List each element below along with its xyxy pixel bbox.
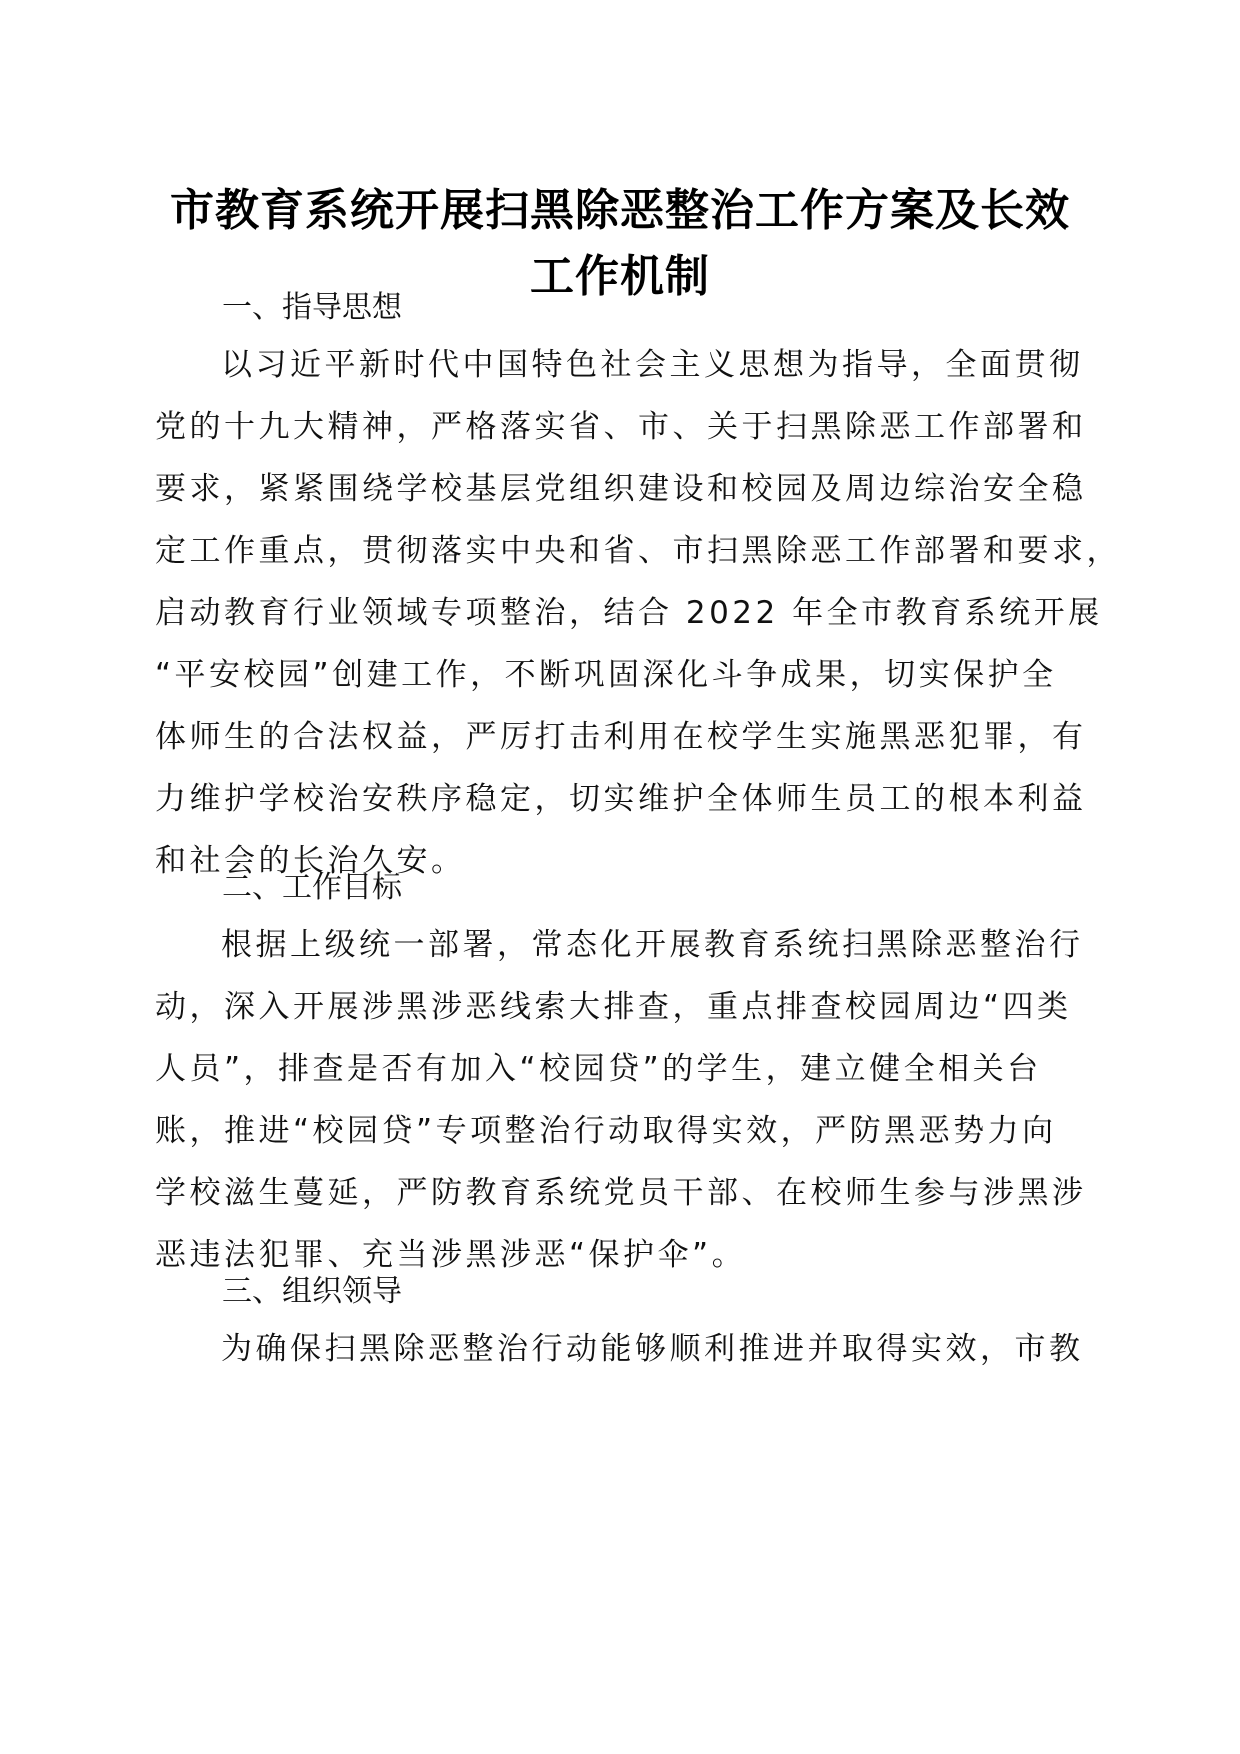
section-heading-work-goals: 二、工作目标 <box>222 870 402 905</box>
paragraph-line: 恶违法犯罪、充当涉黑涉恶“保护伞”。 <box>155 1237 747 1273</box>
section-heading-organization-leadership: 三、组织领导 <box>222 1274 402 1309</box>
paragraph-line: 定工作重点，贯彻落实中央和省、市扫黑除恶工作部署和要求， <box>155 533 1121 569</box>
paragraph-line: 体师生的合法权益，严厉打击利用在校学生实施黑恶犯罪，有 <box>155 719 1087 755</box>
paragraph-line: 以习近平新时代中国特色社会主义思想为指导，全面贯彻 <box>221 347 1084 383</box>
paragraph-line: 学校滋生蔓延，严防教育系统党员干部、在校师生参与涉黑涉 <box>155 1175 1087 1211</box>
paragraph-line: 账，推进“校园贷”专项整治行动取得实效，严防黑恶势力向 <box>155 1113 1057 1149</box>
title-line: 市教育系统开展扫黑除恶整治工作方案及长效 <box>170 185 1070 236</box>
paragraph-line: 动，深入开展涉黑涉恶线索大排查，重点排查校园周边“四类 <box>155 989 1072 1025</box>
section-paragraph-organization-leadership <box>155 1318 1084 1380</box>
section-paragraph-work-goals <box>155 914 1087 1286</box>
paragraph-line: 人员”，排查是否有加入“校园贷”的学生，建立健全相关台 <box>155 1051 1042 1087</box>
paragraph-line: 力维护学校治安秩序稳定，切实维护全体师生员工的根本利益 <box>155 781 1087 817</box>
paragraph-line: 启动教育行业领域专项整治，结合 2022 年全市教育系统开展 <box>155 595 1103 631</box>
paragraph-line: 党的十九大精神，严格落实省、市、关于扫黑除恶工作部署和 <box>155 409 1087 445</box>
paragraph-line: 根据上级统一部署，常态化开展教育系统扫黑除恶整治行 <box>221 927 1084 963</box>
paragraph-line: 要求，紧紧围绕学校基层党组织建设和校园及周边综治安全稳 <box>155 471 1087 507</box>
title-line: 工作机制 <box>530 251 710 302</box>
paragraph-line: 为确保扫黑除恶整治行动能够顺利推进并取得实效，市教 <box>221 1331 1084 1367</box>
section-paragraph-guiding-ideology <box>155 334 1121 892</box>
paragraph-line: “平安校园”创建工作，不断巩固深化斗争成果，切实保护全 <box>155 657 1057 693</box>
paragraph-line: 和社会的长治久安。 <box>155 843 466 879</box>
section-heading-guiding-ideology: 一、指导思想 <box>222 290 402 325</box>
